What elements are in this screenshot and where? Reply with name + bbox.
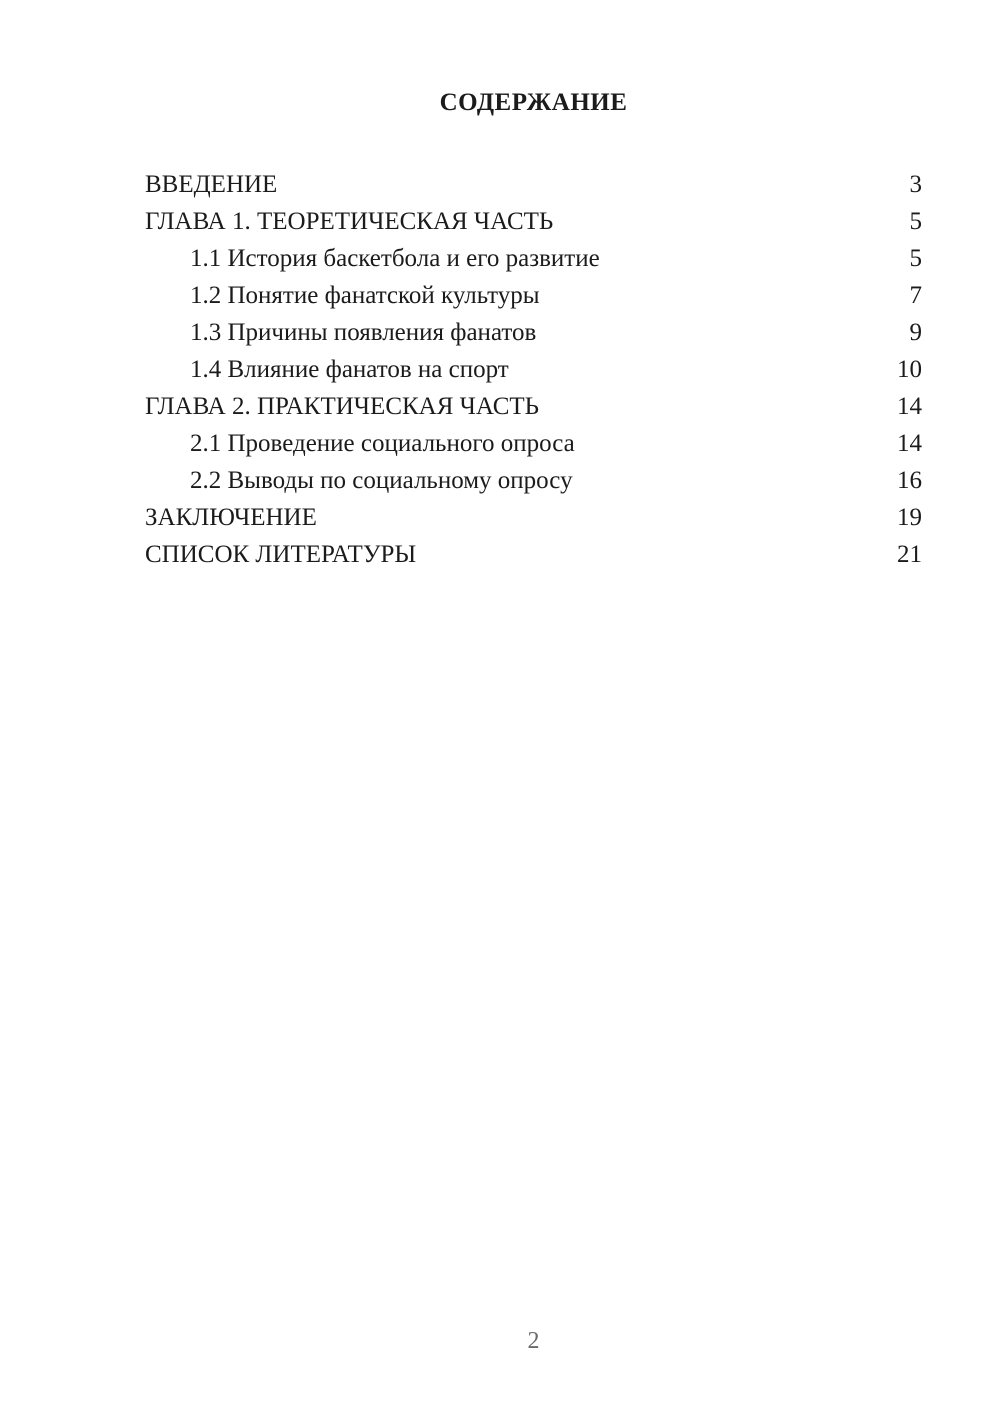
toc-entry-page: 19 — [897, 504, 922, 531]
toc-entry-label: 2.1 Проведение социального опроса — [190, 430, 575, 457]
toc-entry-label: 1.4 Влияние фанатов на спорт — [190, 356, 509, 383]
toc-entry-page: 5 — [909, 208, 922, 235]
toc-entry — [145, 388, 922, 425]
page-number-footer: 2 — [527, 1328, 540, 1354]
toc-entry — [145, 277, 922, 314]
toc-entry-label: ГЛАВА 1. ТЕОРЕТИЧЕСКАЯ ЧАСТЬ — [145, 208, 554, 235]
toc-entry-label: ВВЕДЕНИЕ — [145, 171, 278, 198]
toc-entry-label: 1.2 Понятие фанатской культуры — [190, 282, 540, 309]
toc-entry-label: СПИСОК ЛИТЕРАТУРЫ — [145, 541, 417, 568]
toc-entry — [145, 536, 922, 573]
toc-entry-page: 21 — [897, 541, 922, 568]
page-title: СОДЕРЖАНИЕ — [439, 89, 628, 116]
toc-entry-page: 7 — [909, 282, 922, 309]
toc-entry — [145, 499, 922, 536]
toc-entry-label: ЗАКЛЮЧЕНИЕ — [145, 504, 317, 531]
toc-entry — [145, 462, 922, 499]
toc-entry — [145, 351, 922, 388]
toc-entry — [145, 240, 922, 277]
toc-entry-label: 1.3 Причины появления фанатов — [190, 319, 537, 346]
toc-list — [145, 166, 922, 573]
toc-content — [145, 88, 922, 573]
toc-entry — [145, 203, 922, 240]
toc-entry-label: ГЛАВА 2. ПРАКТИЧЕСКАЯ ЧАСТЬ — [145, 393, 540, 420]
toc-entry-page: 14 — [897, 430, 922, 457]
toc-entry-label: 1.1 История баскетбола и его развитие — [190, 245, 600, 272]
toc-entry-label: 2.2 Выводы по социальному опросу — [190, 467, 573, 494]
toc-entry — [145, 314, 922, 351]
toc-entry-page: 10 — [897, 356, 922, 383]
toc-entry — [145, 166, 922, 203]
toc-entry — [145, 425, 922, 462]
toc-entry-page: 9 — [909, 319, 922, 346]
toc-entry-page: 16 — [897, 467, 922, 494]
toc-entry-page: 3 — [909, 171, 922, 198]
toc-entry-page: 5 — [909, 245, 922, 272]
toc-entry-page: 14 — [897, 393, 922, 420]
